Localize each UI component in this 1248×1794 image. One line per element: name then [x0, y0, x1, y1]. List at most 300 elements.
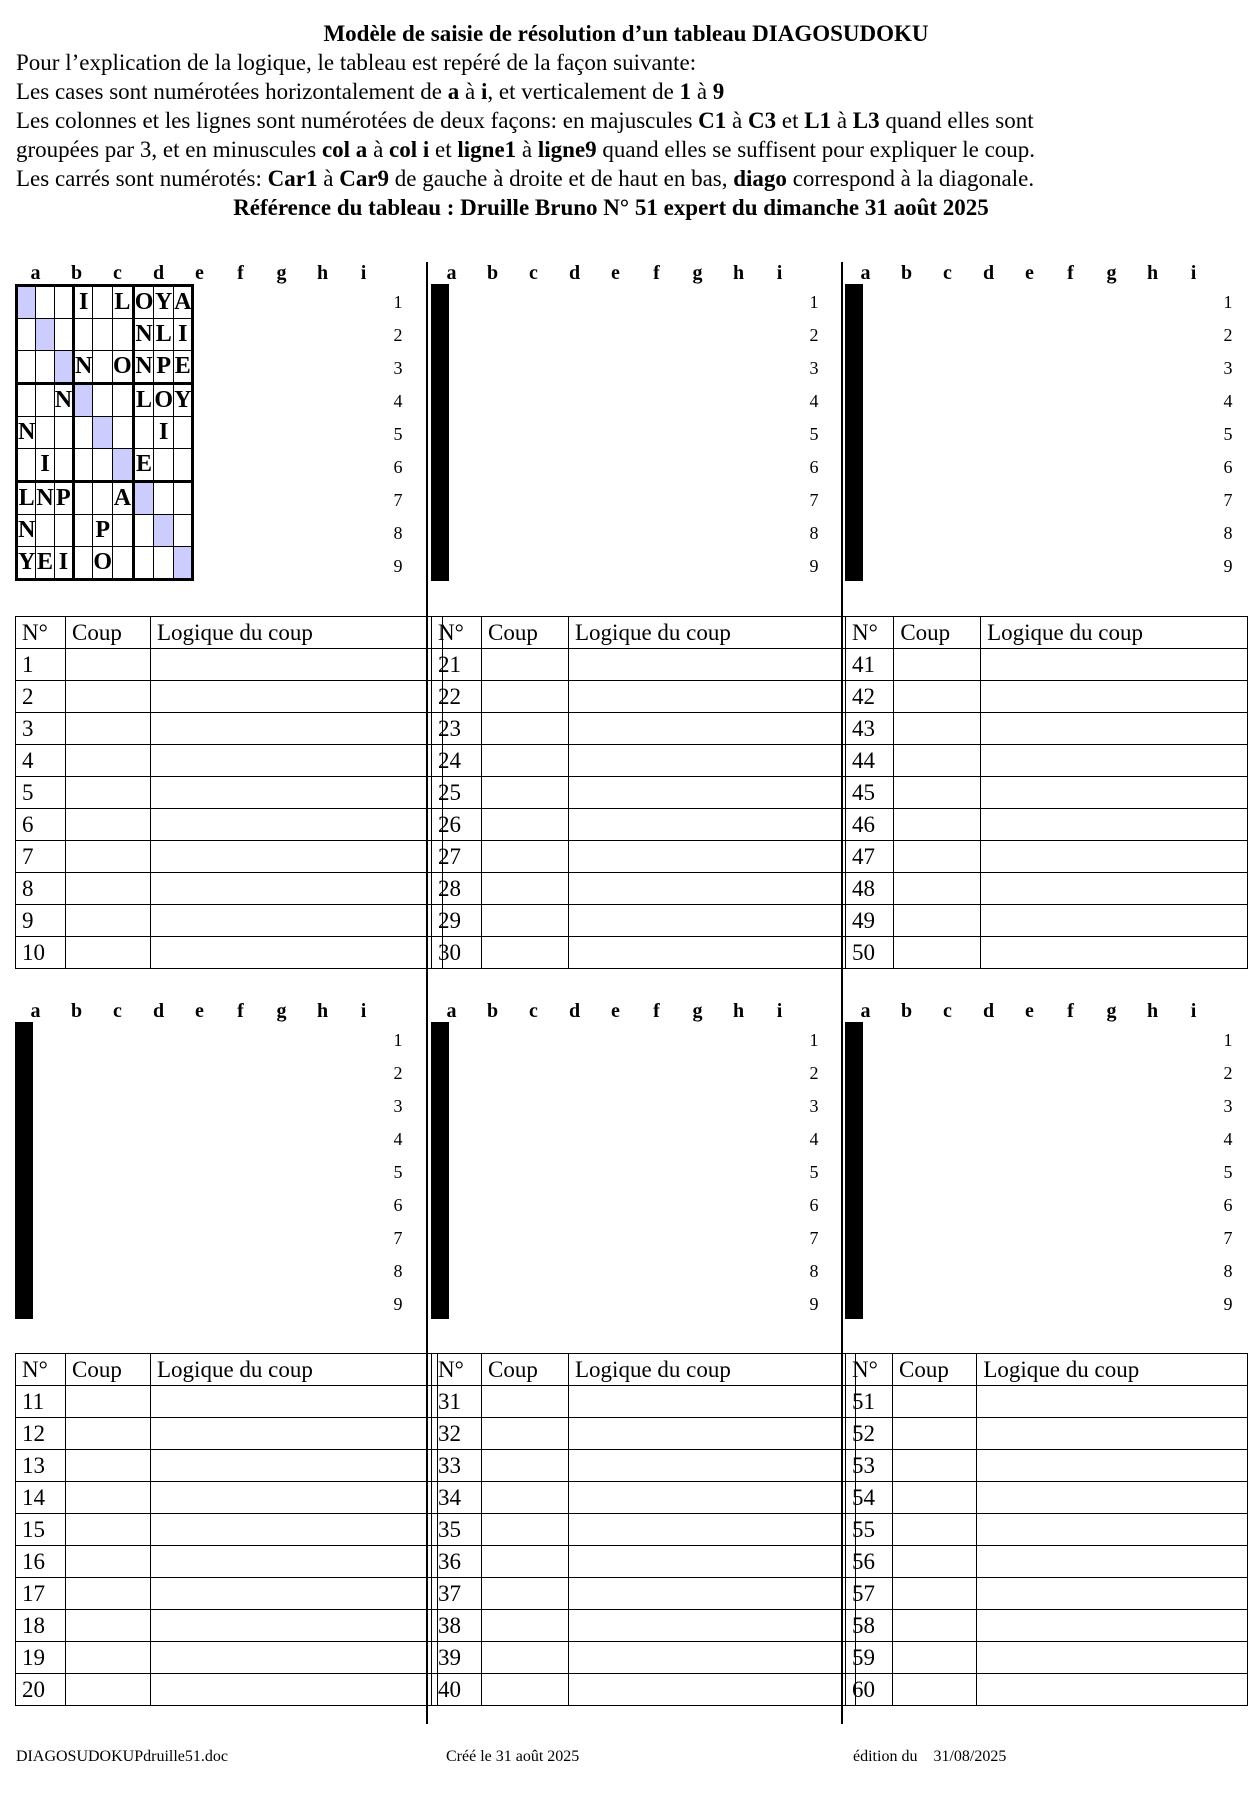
coup-move-cell[interactable]	[893, 1514, 977, 1546]
sudoku-cell[interactable]	[860, 547, 862, 580]
sudoku-cell[interactable]	[74, 515, 93, 547]
sudoku-cell[interactable]	[174, 515, 193, 547]
coup-row	[846, 649, 1248, 681]
sudoku-cell[interactable]: O	[154, 384, 174, 417]
sudoku-cell[interactable]	[446, 417, 448, 449]
coup-move-cell[interactable]	[482, 905, 569, 937]
sudoku-cell[interactable]	[860, 286, 862, 319]
coup-number: 60	[846, 1674, 893, 1706]
coup-number: 20	[16, 1674, 66, 1706]
sudoku-cell[interactable]	[133, 417, 154, 449]
coup-row	[16, 1450, 438, 1482]
coup-number: 1	[16, 649, 66, 681]
coup-move-cell[interactable]	[66, 809, 151, 841]
sudoku-cell[interactable]	[30, 1220, 32, 1253]
sudoku-cell[interactable]	[860, 1253, 862, 1285]
coup-logic-cell[interactable]	[151, 1514, 438, 1546]
coup-number: 59	[846, 1642, 893, 1674]
row-label-3: 3	[1223, 1096, 1233, 1116]
coup-logic-cell[interactable]	[981, 713, 1248, 745]
coup-move-cell[interactable]	[894, 745, 981, 777]
sudoku-cell[interactable]	[74, 319, 93, 351]
coup-logic-cell[interactable]	[569, 1546, 856, 1578]
coup-move-cell[interactable]	[894, 905, 981, 937]
coup-logic-cell[interactable]	[569, 649, 846, 681]
row-label-4: 4	[809, 391, 819, 411]
sudoku-cell[interactable]	[446, 1220, 448, 1253]
sudoku-cell[interactable]: N	[17, 417, 36, 449]
coup-logic-cell[interactable]	[151, 937, 443, 969]
sudoku-cell[interactable]: A	[174, 286, 193, 319]
sudoku-cell[interactable]: N	[36, 482, 54, 515]
coup-move-cell[interactable]	[66, 1418, 151, 1450]
coup-move-cell[interactable]	[894, 681, 981, 713]
sudoku-cell[interactable]	[93, 351, 113, 384]
coup-number: 44	[846, 745, 894, 777]
sudoku-cell[interactable]	[174, 417, 193, 449]
coup-move-cell[interactable]	[66, 1610, 151, 1642]
coup-row	[16, 745, 443, 777]
sudoku-cell[interactable]	[446, 547, 448, 580]
sudoku-cell[interactable]	[93, 286, 113, 319]
sudoku-cell[interactable]	[54, 319, 73, 351]
coup-move-cell[interactable]	[893, 1386, 977, 1418]
coup-logic-cell[interactable]	[151, 1578, 438, 1610]
coup-move-cell[interactable]	[893, 1450, 977, 1482]
coup-move-cell[interactable]	[66, 1386, 151, 1418]
coup-logic-cell[interactable]	[977, 1514, 1248, 1546]
coup-logic-cell[interactable]	[569, 873, 846, 905]
sudoku-cell[interactable]	[54, 286, 73, 319]
sudoku-cell[interactable]	[860, 384, 862, 417]
header-text-segment: Les cases sont numérotées horizontalement de	[16, 79, 448, 104]
coup-move-cell[interactable]	[482, 745, 569, 777]
sudoku-cell[interactable]	[154, 515, 174, 547]
sudoku-cell[interactable]	[54, 515, 73, 547]
coup-logic-cell[interactable]	[981, 777, 1248, 809]
coup-move-cell[interactable]	[66, 1578, 151, 1610]
coup-move-cell[interactable]	[893, 1674, 977, 1706]
sudoku-cell[interactable]: Y	[17, 547, 36, 580]
coup-move-cell[interactable]	[482, 681, 569, 713]
coup-number: 5	[16, 777, 66, 809]
coup-move-cell[interactable]	[66, 873, 151, 905]
sudoku-cell[interactable]	[54, 417, 73, 449]
coup-move-cell[interactable]	[482, 1514, 569, 1546]
row-label-9: 9	[809, 1294, 819, 1314]
coup-logic-cell[interactable]	[981, 745, 1248, 777]
sudoku-cell[interactable]	[133, 482, 154, 515]
row-label-7: 7	[393, 1228, 403, 1248]
sudoku-cell[interactable]	[93, 449, 113, 482]
sudoku-cell[interactable]: Y	[174, 384, 193, 417]
sudoku-cell[interactable]	[93, 482, 113, 515]
column-label-i: i	[776, 262, 783, 284]
coup-move-cell[interactable]	[893, 1482, 977, 1514]
sudoku-cell[interactable]	[860, 1220, 862, 1253]
sudoku-cell[interactable]	[860, 1187, 862, 1220]
sudoku-cell[interactable]	[113, 515, 134, 547]
coup-logic-cell[interactable]	[151, 713, 443, 745]
sudoku-cell[interactable]: I	[174, 319, 193, 351]
header-text-segment: à	[726, 108, 748, 133]
column-label-i: i	[776, 1000, 783, 1022]
coup-number: 21	[432, 649, 482, 681]
coup-move-cell[interactable]	[66, 1674, 151, 1706]
sudoku-cell[interactable]: N	[133, 351, 154, 384]
coup-move-cell[interactable]	[482, 873, 569, 905]
sudoku-cell[interactable]	[446, 384, 448, 417]
sudoku-cell[interactable]	[154, 449, 174, 482]
sudoku-cell[interactable]	[30, 1024, 32, 1057]
coup-row	[16, 1514, 438, 1546]
coup-logic-cell[interactable]	[981, 841, 1248, 873]
sudoku-cell[interactable]: O	[133, 286, 154, 319]
coup-row	[846, 713, 1248, 745]
sudoku-cell[interactable]	[860, 1122, 862, 1155]
header-text-segment: à	[367, 137, 390, 162]
sudoku-cell[interactable]	[54, 449, 73, 482]
sudoku-cell[interactable]	[860, 482, 862, 515]
sudoku-cell[interactable]	[860, 417, 862, 449]
coup-move-cell[interactable]	[894, 649, 981, 681]
coup-move-cell[interactable]	[66, 841, 151, 873]
coup-move-cell[interactable]	[894, 809, 981, 841]
coup-logic-cell[interactable]	[981, 873, 1248, 905]
sudoku-cell[interactable]	[446, 1089, 448, 1122]
coup-move-cell[interactable]	[66, 937, 151, 969]
coup-move-cell[interactable]	[894, 841, 981, 873]
coup-logic-cell[interactable]	[569, 1610, 856, 1642]
sudoku-cell[interactable]	[860, 1024, 862, 1057]
coup-logic-cell[interactable]	[981, 681, 1248, 713]
header-number: N°	[432, 1354, 482, 1386]
sudoku-cell[interactable]	[54, 351, 73, 384]
sudoku-cell[interactable]	[113, 547, 134, 580]
coup-move-cell[interactable]	[66, 1514, 151, 1546]
coup-move-cell[interactable]	[66, 649, 151, 681]
sudoku-cell[interactable]: N	[74, 351, 93, 384]
coup-move-cell[interactable]	[893, 1546, 977, 1578]
sudoku-cell[interactable]	[36, 286, 54, 319]
sudoku-cell[interactable]	[74, 384, 93, 417]
row-label-8: 8	[1223, 523, 1233, 543]
sudoku-cell[interactable]	[860, 1285, 862, 1318]
coup-move-cell[interactable]	[893, 1578, 977, 1610]
sudoku-cell[interactable]: I	[54, 547, 73, 580]
sudoku-cell[interactable]	[93, 417, 113, 449]
coup-logic-cell[interactable]	[569, 809, 846, 841]
coup-move-cell[interactable]	[482, 713, 569, 745]
coup-logic-cell[interactable]	[569, 1642, 856, 1674]
sudoku-cell[interactable]	[36, 351, 54, 384]
coup-logic-cell[interactable]	[569, 713, 846, 745]
coup-move-cell[interactable]	[66, 905, 151, 937]
coup-move-cell[interactable]	[482, 1642, 569, 1674]
coup-move-cell[interactable]	[66, 745, 151, 777]
coup-move-cell[interactable]	[482, 1578, 569, 1610]
sudoku-cell[interactable]	[30, 1089, 32, 1122]
coup-row	[432, 745, 846, 777]
sudoku-cell[interactable]: N	[54, 384, 73, 417]
coup-logic-cell[interactable]	[981, 905, 1248, 937]
sudoku-cell[interactable]	[93, 384, 113, 417]
coup-logic-cell[interactable]	[569, 1482, 856, 1514]
column-label-a: a	[30, 1000, 41, 1022]
sudoku-cell[interactable]	[446, 351, 448, 384]
sudoku-cell[interactable]	[446, 319, 448, 351]
sudoku-cell[interactable]	[860, 351, 862, 384]
sudoku-cell[interactable]	[446, 1024, 448, 1057]
coup-logic-cell[interactable]	[151, 1450, 438, 1482]
sudoku-cell[interactable]: P	[93, 515, 113, 547]
coup-logic-cell[interactable]	[977, 1578, 1248, 1610]
row-label-3: 3	[393, 358, 403, 378]
coup-move-cell[interactable]	[894, 777, 981, 809]
sudoku-cell[interactable]	[17, 351, 36, 384]
sudoku-table	[15, 1022, 33, 1319]
coup-move-cell[interactable]	[482, 1450, 569, 1482]
sudoku-cell[interactable]	[74, 547, 93, 580]
sudoku-cell[interactable]: P	[154, 351, 174, 384]
coup-logic-cell[interactable]	[569, 1418, 856, 1450]
sudoku-cell[interactable]	[154, 547, 174, 580]
sudoku-cell[interactable]: L	[154, 319, 174, 351]
coup-table-6	[845, 1353, 1248, 1706]
coup-row	[846, 1674, 1248, 1706]
sudoku-cell[interactable]	[174, 547, 193, 580]
sudoku-cell[interactable]	[860, 1057, 862, 1089]
coup-number: 8	[16, 873, 66, 905]
coup-logic-cell[interactable]	[151, 745, 443, 777]
sudoku-cell[interactable]: E	[133, 449, 154, 482]
sudoku-table	[431, 284, 449, 581]
sudoku-table	[15, 284, 194, 581]
coup-logic-cell[interactable]	[151, 777, 443, 809]
sudoku-cell[interactable]	[860, 319, 862, 351]
coup-move-cell[interactable]	[482, 1418, 569, 1450]
sudoku-cell[interactable]	[113, 319, 134, 351]
coup-move-cell[interactable]	[894, 873, 981, 905]
sudoku-cell[interactable]: Y	[154, 286, 174, 319]
sudoku-cell[interactable]	[74, 482, 93, 515]
sudoku-cell[interactable]	[446, 482, 448, 515]
sudoku-cell[interactable]	[154, 482, 174, 515]
sudoku-cell[interactable]: O	[113, 351, 134, 384]
sudoku-cell[interactable]	[446, 1285, 448, 1318]
coup-logic-cell[interactable]	[151, 1418, 438, 1450]
sudoku-cell[interactable]	[174, 482, 193, 515]
coup-logic-cell[interactable]	[981, 937, 1248, 969]
row-label-5: 5	[393, 1162, 403, 1182]
sudoku-cell[interactable]	[133, 515, 154, 547]
coup-row	[846, 1386, 1248, 1418]
coup-move-cell[interactable]	[893, 1418, 977, 1450]
sudoku-cell[interactable]	[446, 1122, 448, 1155]
coup-number: 50	[846, 937, 894, 969]
coup-logic-cell[interactable]	[977, 1482, 1248, 1514]
sudoku-cell[interactable]	[30, 1285, 32, 1318]
coup-move-cell[interactable]	[482, 1386, 569, 1418]
coup-logic-cell[interactable]	[151, 649, 443, 681]
sudoku-cell[interactable]	[36, 417, 54, 449]
sudoku-cell[interactable]: E	[36, 547, 54, 580]
sudoku-cell[interactable]	[17, 319, 36, 351]
sudoku-cell[interactable]	[446, 1155, 448, 1187]
sudoku-cell[interactable]	[17, 286, 36, 319]
coup-logic-cell[interactable]	[569, 1450, 856, 1482]
column-label-i: i	[360, 262, 367, 284]
footer-edition-date: édition du 31/08/2025	[853, 1748, 1007, 1765]
coup-move-cell[interactable]	[482, 1482, 569, 1514]
coup-move-cell[interactable]	[482, 1546, 569, 1578]
coup-logic-cell[interactable]	[977, 1418, 1248, 1450]
sudoku-cell[interactable]	[30, 1253, 32, 1285]
coup-move-cell[interactable]	[66, 681, 151, 713]
sudoku-cell[interactable]	[113, 417, 134, 449]
coup-number: 24	[432, 745, 482, 777]
coup-logic-cell[interactable]	[569, 937, 846, 969]
sudoku-cell[interactable]: L	[133, 384, 154, 417]
sudoku-cell[interactable]	[860, 1155, 862, 1187]
coup-logic-cell[interactable]	[151, 841, 443, 873]
coup-move-cell[interactable]	[482, 809, 569, 841]
coup-logic-cell[interactable]	[151, 905, 443, 937]
coup-logic-cell[interactable]	[569, 1674, 856, 1706]
coup-move-cell[interactable]	[482, 649, 569, 681]
sudoku-cell[interactable]	[860, 449, 862, 482]
coup-logic-cell[interactable]	[977, 1674, 1248, 1706]
header-text-segment: L3	[852, 108, 880, 133]
sudoku-cell[interactable]	[446, 286, 448, 319]
coup-logic-cell[interactable]	[151, 1386, 438, 1418]
coup-number: 51	[846, 1386, 893, 1418]
footer-filename: DIAGOSUDOKUPdruille51.doc	[16, 1748, 228, 1765]
coup-logic-cell[interactable]	[977, 1450, 1248, 1482]
coup-move-cell[interactable]	[893, 1610, 977, 1642]
sudoku-cell[interactable]: N	[17, 515, 36, 547]
coup-logic-cell[interactable]	[151, 681, 443, 713]
coup-logic-cell[interactable]	[569, 1386, 856, 1418]
sudoku-cell[interactable]: E	[174, 351, 193, 384]
sudoku-cell[interactable]	[30, 1122, 32, 1155]
coup-move-cell[interactable]	[66, 1482, 151, 1514]
sudoku-cell[interactable]	[446, 515, 448, 547]
coup-move-cell[interactable]	[66, 713, 151, 745]
coup-logic-cell[interactable]	[151, 1482, 438, 1514]
sudoku-cell[interactable]	[17, 449, 36, 482]
sudoku-cell[interactable]: A	[113, 482, 134, 515]
coup-move-cell[interactable]	[66, 1450, 151, 1482]
sudoku-cell[interactable]	[860, 1089, 862, 1122]
coup-logic-cell[interactable]	[151, 873, 443, 905]
sudoku-cell[interactable]: P	[54, 482, 73, 515]
header-text-segment: quand elles sont	[879, 108, 1034, 133]
column-label-d: d	[568, 262, 581, 284]
coup-move-cell[interactable]	[482, 1610, 569, 1642]
coup-logic-cell[interactable]	[151, 1642, 438, 1674]
column-label-g: g	[1106, 262, 1117, 284]
coup-move-cell[interactable]	[482, 841, 569, 873]
coup-number: 4	[16, 745, 66, 777]
coup-move-cell[interactable]	[482, 777, 569, 809]
footer-created-date: Créé le 31 août 2025	[446, 1748, 580, 1765]
coup-logic-cell[interactable]	[569, 1514, 856, 1546]
sudoku-cell[interactable]	[446, 449, 448, 482]
coup-logic-cell[interactable]	[977, 1546, 1248, 1578]
sudoku-cell[interactable]	[30, 1155, 32, 1187]
sudoku-cell[interactable]: L	[113, 286, 134, 319]
sudoku-cell[interactable]: I	[154, 417, 174, 449]
coup-row	[16, 905, 443, 937]
coup-logic-cell[interactable]	[569, 681, 846, 713]
sudoku-cell[interactable]: I	[74, 286, 93, 319]
sudoku-cell[interactable]	[174, 449, 193, 482]
header-text-segment: à	[459, 79, 481, 104]
sudoku-cell[interactable]: L	[17, 482, 36, 515]
coup-logic-cell[interactable]	[977, 1386, 1248, 1418]
sudoku-cell[interactable]	[113, 384, 134, 417]
coup-number: 23	[432, 713, 482, 745]
sudoku-cell[interactable]	[30, 1187, 32, 1220]
sudoku-cell[interactable]: N	[133, 319, 154, 351]
coup-logic-cell[interactable]	[977, 1642, 1248, 1674]
coup-logic-cell[interactable]	[977, 1610, 1248, 1642]
row-label-9: 9	[1223, 1294, 1233, 1314]
coup-logic-cell[interactable]	[981, 809, 1248, 841]
sudoku-cell[interactable]	[133, 547, 154, 580]
sudoku-cell[interactable]	[17, 384, 36, 417]
coup-move-cell[interactable]	[894, 937, 981, 969]
coup-logic-cell[interactable]	[569, 745, 846, 777]
header-text-segment: C1	[698, 108, 727, 133]
column-label-g: g	[276, 262, 287, 284]
coup-logic-cell[interactable]	[151, 809, 443, 841]
coup-logic-cell[interactable]	[569, 905, 846, 937]
coup-logic-cell[interactable]	[981, 649, 1248, 681]
coup-logic-cell[interactable]	[569, 777, 846, 809]
sudoku-cell[interactable]	[113, 449, 134, 482]
sudoku-cell[interactable]	[446, 1253, 448, 1285]
coup-logic-cell[interactable]	[151, 1610, 438, 1642]
sudoku-cell[interactable]	[860, 515, 862, 547]
coup-move-cell[interactable]	[482, 1674, 569, 1706]
sudoku-cell[interactable]: O	[93, 547, 113, 580]
sudoku-cell[interactable]	[30, 1057, 32, 1089]
coup-logic-cell[interactable]	[151, 1674, 438, 1706]
coup-move-cell[interactable]	[894, 713, 981, 745]
sudoku-cell[interactable]: I	[36, 449, 54, 482]
coup-move-cell[interactable]	[66, 1642, 151, 1674]
coup-move-cell[interactable]	[66, 1546, 151, 1578]
sudoku-cell[interactable]	[36, 384, 54, 417]
coup-move-cell[interactable]	[893, 1642, 977, 1674]
coup-move-cell[interactable]	[66, 777, 151, 809]
sudoku-cell[interactable]	[93, 319, 113, 351]
coup-logic-cell[interactable]	[151, 1546, 438, 1578]
coup-move-cell[interactable]	[482, 937, 569, 969]
header-text-segment: et	[429, 137, 458, 162]
sudoku-cell[interactable]	[36, 319, 54, 351]
sudoku-cell[interactable]	[36, 515, 54, 547]
sudoku-cell[interactable]	[74, 449, 93, 482]
coup-logic-cell[interactable]	[569, 1578, 856, 1610]
sudoku-cell[interactable]	[446, 1057, 448, 1089]
coup-logic-cell[interactable]	[569, 841, 846, 873]
coup-number: 16	[16, 1546, 66, 1578]
sudoku-cell[interactable]	[446, 1187, 448, 1220]
sudoku-cell[interactable]	[74, 417, 93, 449]
